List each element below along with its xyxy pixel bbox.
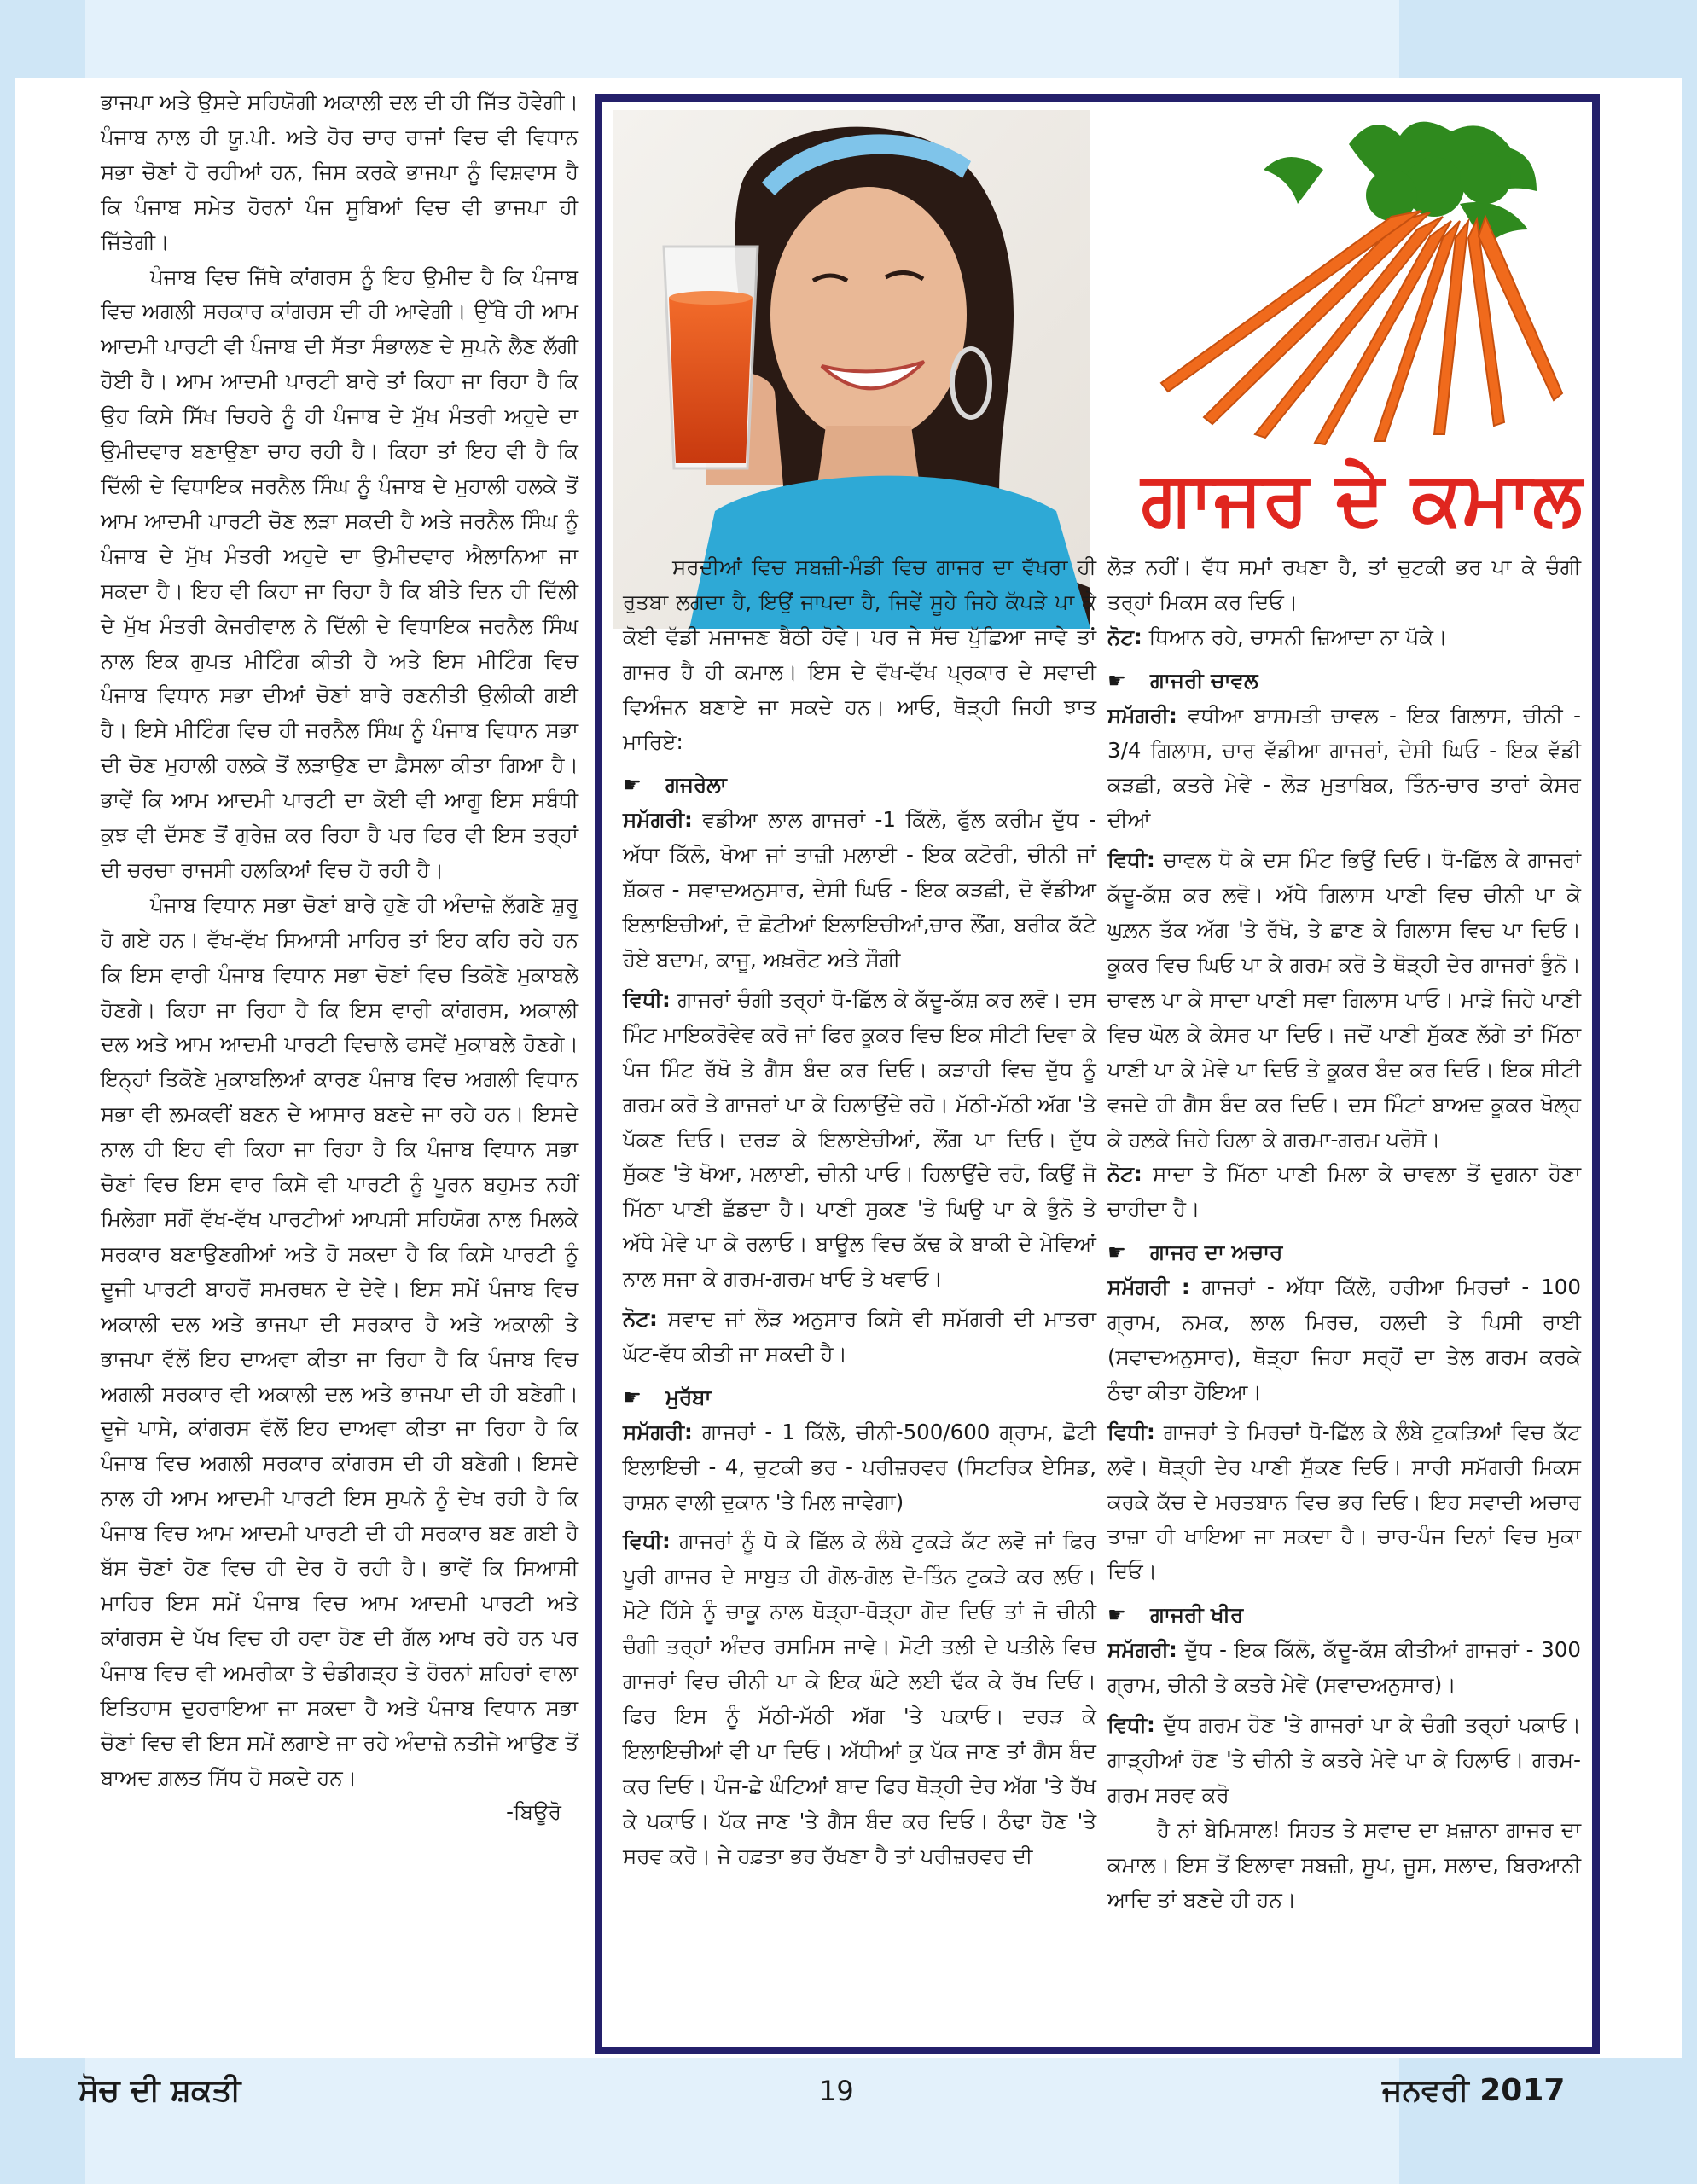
recipe-heading: ☛ ਗਾਜਰੀ ਚਾਵਲ: [1107, 664, 1581, 699]
article-paragraph: ਭਾਜਪਾ ਅਤੇ ਉਸਦੇ ਸਹਿਯੋਗੀ ਅਕਾਲੀ ਦਲ ਦੀ ਹੀ ਜਿੱਤ ਹੋਵੇਗੀ। ਪੰਜਾਬ ਨਾਲ ਹੀ ਯੂ.ਪੀ. ਅਤੇ ਹੋਰ ਚਾਰ ਰਾਜਾਂ ਵਿਚ ਵੀ ਵਿਧਾਨ ਸਭਾ ਚੋਣਾਂ ਹੋ ਰਹੀਆਂ ਹਨ, ਜਿਸ ਕਰਕੇ ਭਾਜਪਾ ਨੂੰ ਵਿਸ਼ਵਾਸ ਹੈ ਕਿ ਪੰਜਾਬ ਸਮੇਤ ਹੋਰਨਾਂ ਪੰਜ ਸੂਬਿਆਂ ਵਿਚ ਵੀ ਭਾਜਪਾ ਹੀ ਜਿੱਤੇਗੀ।: [101, 90, 578, 254]
magazine-name: ਸੋਚ ਦੀ ਸ਼ਕਤੀ: [78, 2073, 241, 2108]
pointing-hand-icon: ☛: [1107, 1602, 1126, 1628]
recipe-method: ਵਿਧੀ: ਚਾਵਲ ਧੋ ਕੇ ਦਸ ਮਿੰਟ ਭਿਉਂ ਦਿਓ। ਧੋ-ਛਿੱਲ ਕੇ ਗਾਜਰਾਂ ਕੱਦੂ-ਕੱਸ਼ ਕਰ ਲਵੋ। ਅੱਧੇ ਗਿਲਾਸ ਪਾਣੀ ਵਿਚ ਚੀਨੀ ਪਾ ਕੇ ਘੁਲ਼ਨ ਤੱਕ ਅੱਗ 'ਤੇ ਰੱਖੋ, ਤੇ ਛਾਣ ਕੇ ਗਿਲਾਸ ਵਿਚ ਪਾ ਦਿਓ। ਕੂਕਰ ਵਿਚ ਘਿਓ ਪਾ ਕੇ ਗਰਮ ਕਰੋ ਤੇ ਥੋੜ੍ਹੀ ਦੇਰ ਗਾਜਰਾਂ ਭੁੰਨੋ। ਚਾਵਲ ਪਾ ਕੇ ਸਾਦਾ ਪਾਣੀ ਸਵਾ ਗਿਲਾਸ ਪਾਓ। ਮਾੜੇ ਜਿਹੇ ਪਾਣੀ ਵਿਚ ਘੋਲ ਕੇ ਕੇਸਰ ਪਾ ਦਿਓ। ਜਦੋਂ ਪਾਣੀ ਸੁੱਕਣ ਲੱਗੇ ਤਾਂ ਮਿੱਠਾ ਪਾਣੀ ਪਾ ਕੇ ਮੇਵੇ ਪਾ ਦਿਓ ਤੇ ਕੂਕਰ ਬੰਦ ਕਰ ਦਿਓ। ਇਕ ਸੀਟੀ ਵਜਦੇ ਹੀ ਗੈਸ ਬੰਦ ਕਰ ਦਿਓ। ਦਸ ਮਿੰਟਾਂ ਬਾਅਦ ਕੂਕਰ ਖੋਲ੍ਹ ਕੇ ਹਲਕੇ ਜਿਹੇ ਹਿਲਾ ਕੇ ਗਰਮਾ-ਗਰਮ ਪਰੋਸੋ।: [1107, 847, 1581, 1152]
recipe-ingredients: ਸਮੱਗਰੀ : ਗਾਜਰਾਂ - ਅੱਧਾ ਕਿੱਲੋ, ਹਰੀਆ ਮਿਰਚਾਂ - 100 ਗ੍ਰਾਮ, ਨਮਕ, ਲਾਲ ਮਿਰਚ, ਹਲਦੀ ਤੇ ਪਿਸੀ ਰਾਈ (ਸਵਾਦਅਨੁਸਾਰ), ਥੋੜ੍ਹਾ ਜਿਹਾ ਸਰ੍ਹੋਂ ਦਾ ਤੇਲ ਗਰਮ ਕਰਕੇ ਠੰਢਾ ਕੀਤਾ ਹੋਇਆ।: [1107, 1275, 1581, 1404]
byline: -ਬਿਊਰੋ: [506, 1799, 561, 1825]
recipe-ingredients: ਸਮੱਗਰੀ: ਦੁੱਧ - ਇਕ ਕਿੱਲੋ, ਕੱਦੂ-ਕੱਸ਼ ਕੀਤੀਆਂ ਗਾਜਰਾਂ - 300 ਗ੍ਰਾਮ, ਚੀਨੀ ਤੇ ਕਤਰੇ ਮੇਵੇ (ਸਵਾਦਅਨੁਸਾਰ)।: [1107, 1637, 1581, 1698]
pointing-hand-icon: ☛: [623, 1384, 642, 1409]
article-paragraph: ਪੰਜਾਬ ਵਿਚ ਜਿੱਥੇ ਕਾਂਗਰਸ ਨੂੰ ਇਹ ਉਮੀਦ ਹੈ ਕਿ ਪੰਜਾਬ ਵਿਚ ਅਗਲੀ ਸਰਕਾਰ ਕਾਂਗਰਸ ਦੀ ਹੀ ਆਵੇਗੀ। ਉੱਥੇ ਹੀ ਆਮ ਆਦਮੀ ਪਾਰਟੀ ਵੀ ਪੰਜਾਬ ਦੀ ਸੱਤਾ ਸੰਭਾਲਣ ਦੇ ਸੁਪਨੇ ਲੈਣ ਲੱਗੀ ਹੋਈ ਹੈ। ਆਮ ਆਦਮੀ ਪਾਰਟੀ ਬਾਰੇ ਤਾਂ ਕਿਹਾ ਜਾ ਰਿਹਾ ਹੈ ਕਿ ਉਹ ਕਿਸੇ ਸਿੱਖ ਚਿਹਰੇ ਨੂੰ ਹੀ ਪੰਜਾਬ ਦੇ ਮੁੱਖ ਮੰਤਰੀ ਅਹੁਦੇ ਦਾ ਉਮੀਦਵਾਰ ਬਣਾਉਣਾ ਚਾਹ ਰਹੀ ਹੈ। ਕਿਹਾ ਤਾਂ ਇਹ ਵੀ ਹੈ ਕਿ ਦਿੱਲੀ ਦੇ ਵਿਧਾਇਕ ਜਰਨੈਲ ਸਿੰਘ ਨੂੰ ਪੰਜਾਬ ਦੇ ਮੁਹਾਲੀ ਹਲਕੇ ਤੋਂ ਆਮ ਆਦਮੀ ਪਾਰਟੀ ਚੋਣ ਲੜਾ ਸਕਦੀ ਹੈ ਅਤੇ ਜਰਨੈਲ ਸਿੰਘ ਨੂੰ ਪੰਜਾਬ ਦੇ ਮੁੱਖ ਮੰਤਰੀ ਅਹੁਦੇ ਦਾ ਉਮੀਦਵਾਰ ਐਲਾਨਿਆ ਜਾ ਸਕਦਾ ਹੈ। ਇਹ ਵੀ ਕਿਹਾ ਜਾ ਰਿਹਾ ਹੈ ਕਿ ਬੀਤੇ ਦਿਨ ਹੀ ਦਿੱਲੀ ਦੇ ਮੁੱਖ ਮੰਤਰੀ ਕੇਜਰੀਵਾਲ ਨੇ ਦਿੱਲੀ ਦੇ ਵਿਧਾਇਕ ਜਰਨੈਲ ਸਿੰਘ ਨਾਲ ਇਕ ਗੁਪਤ ਮੀਟਿੰਗ ਕੀਤੀ ਹੈ ਅਤੇ ਇਸ ਮੀਟਿੰਗ ਵਿਚ ਪੰਜਾਬ ਵਿਧਾਨ ਸਭਾ ਦੀਆਂ ਚੋਣਾਂ ਬਾਰੇ ਰਣਨੀਤੀ ਉਲੀਕੀ ਗਈ ਹੈ। ਇਸੇ ਮੀਟਿੰਗ ਵਿਚ ਹੀ ਜਰਨੈਲ ਸਿੰਘ ਨੂੰ ਪੰਜਾਬ ਵਿਧਾਨ ਸਭਾ ਦੀ ਚੋਣ ਮੁਹਾਲੀ ਹਲਕੇ ਤੋਂ ਲੜਾਉਣ ਦਾ ਫ਼ੈਸਲਾ ਕੀਤਾ ਗਿਆ ਹੈ। ਭਾਵੇਂ ਕਿ ਆਮ ਆਦਮੀ ਪਾਰਟੀ ਦਾ ਕੋਈ ਵੀ ਆਗੂ ਇਸ ਸਬੰਧੀ ਕੁਝ ਵੀ ਦੱਸਣ ਤੋਂ ਗੁਰੇਜ਼ ਕਰ ਰਿਹਾ ਹੈ ਪਰ ਫਿਰ ਵੀ ਇਸ ਤਰ੍ਹਾਂ ਦੀ ਚਰਚਾ ਰਾਜਸੀ ਹਲਕਿਆਂ ਵਿਚ ਹੋ ਰਹੀ ਹੈ।: [101, 264, 578, 882]
recipe-ingredients: ਸਮੱਗਰੀ: ਵਧੀਆ ਬਾਸਮਤੀ ਚਾਵਲ - ਇਕ ਗਿਲਾਸ, ਚੀਨੀ - 3/4 ਗਿਲਾਸ, ਚਾਰ ਵੱਡੀਆ ਗਾਜਰਾਂ, ਦੇਸੀ ਘਿਓ - ਇਕ ਵੱਡੀ ਕੜਛੀ, ਕਤਰੇ ਮੇਵੇ - ਲੋੜ ਮੁਤਾਬਿਕ, ਤਿੰਨ-ਚਾਰ ਤਾਰਾਂ ਕੇਸਰ ਦੀਆਂ: [1107, 702, 1581, 833]
right-margin-band: [1682, 78, 1697, 2058]
recipe-method: ਵਿਧੀ: ਗਾਜਰਾਂ ਤੇ ਮਿਰਚਾਂ ਧੋ-ਛਿੱਲ ਕੇ ਲੰਬੇ ਟੁਕੜਿਆਂ ਵਿਚ ਕੱਟ ਲਵੋ। ਥੋੜ੍ਹੀ ਦੇਰ ਪਾਣੀ ਸੁੱਕਣ ਦਿਓ। ਸਾਰੀ ਸਮੱਗਰੀ ਮਿਕਸ ਕਰਕੇ ਕੱਚ ਦੇ ਮਰਤਬਾਨ ਵਿਚ ਭਰ ਦਿਓ। ਇਹ ਸਵਾਦੀ ਅਚਾਰ ਤਾਜ਼ਾ ਹੀ ਖਾਇਆ ਜਾ ਸਕਦਾ ਹੈ। ਚਾਰ-ਪੰਜ ਦਿਨਾਂ ਵਿਚ ਮੁਕਾ ਦਿਓ।: [1107, 1419, 1581, 1584]
page-number: 19: [819, 2075, 854, 2107]
left-article: [101, 85, 578, 1830]
recipe-method: ਵਿਧੀ: ਗਾਜਰਾਂ ਚੰਗੀ ਤਰ੍ਹਾਂ ਧੋ-ਛਿੱਲ ਕੇ ਕੱਦੂ-ਕੱਸ਼ ਕਰ ਲਵੋ। ਦਸ ਮਿੰਟ ਮਾਇਕਰੋਵੇਵ ਕਰੋ ਜਾਂ ਫਿਰ ਕੂਕਰ ਵਿਚ ਇਕ ਸੀਟੀ ਦਿਵਾ ਕੇ ਪੰਜ ਮਿੰਟ ਰੱਖੋ ਤੇ ਗੈਸ ਬੰਦ ਕਰ ਦਿਓ। ਕੜਾਹੀ ਵਿਚ ਦੁੱਧ ਨੂੰ ਗਰਮ ਕਰੋ ਤੇ ਗਾਜਰਾਂ ਪਾ ਕੇ ਹਿਲਾਉਂਦੇ ਰਹੋ। ਮੱਠੀ-ਮੱਠੀ ਅੱਗ 'ਤੇ ਪੱਕਣ ਦਿਓ। ਦਰੜ ਕੇ ਇਲਾਏਚੀਆਂ, ਲੌਂਗ ਪਾ ਦਿਓ। ਦੁੱਧ ਸੁੱਕਣ 'ਤੇ ਖੋਆ, ਮਲਾਈ, ਚੀਨੀ ਪਾਓ। ਹਿਲਾਉਂਦੇ ਰਹੋ, ਕਿਉਂ ਜੋ ਮਿੱਠਾ ਪਾਣੀ ਛੱਡਦਾ ਹੈ। ਪਾਣੀ ਸੁਕਣ 'ਤੇ ਘਿਉ ਪਾ ਕੇ ਭੁੰਨੋ ਤੇ ਅੱਧੇ ਮੇਵੇ ਪਾ ਕੇ ਰਲਾਓ। ਬਾਊਲ ਵਿਚ ਕੱਢ ਕੇ ਬਾਕੀ ਦੇ ਮੇਵਿਆਂ ਨਾਲ ਸਜਾ ਕੇ ਗਰਮ-ਗਰਮ ਖਾਓ ਤੇ ਖਵਾਓ।: [623, 986, 1096, 1292]
closing-paragraph: ਹੈ ਨਾਂ ਬੇਮਿਸਾਲ! ਸਿਹਤ ਤੇ ਸਵਾਦ ਦਾ ਖ਼ਜ਼ਾਨਾ ਗਾਜਰ ਦਾ ਕਮਾਲ। ਇਸ ਤੋਂ ਇਲਾਵਾ ਸਬਜ਼ੀ, ਸੂਪ, ਜੂਸ, ਸਲਾਦ, ਬਿਰਆਨੀ ਆਦਿ ਤਾਂ ਬਣਦੇ ਹੀ ਹਨ।: [1107, 1816, 1581, 1912]
recipe-heading: ☛ ਗਾਜਰੀ ਖੀਰ: [1107, 1598, 1581, 1633]
recipe-method: ਵਿਧੀ: ਦੁੱਧ ਗਰਮ ਹੋਣ 'ਤੇ ਗਾਜਰਾਂ ਪਾ ਕੇ ਚੰਗੀ ਤਰ੍ਹਾਂ ਪਕਾਓ। ਗਾੜ੍ਹੀਆਂ ਹੋਣ 'ਤੇ ਚੀਨੀ ਤੇ ਕਤਰੇ ਮੇਵੇ ਪਾ ਕੇ ਹਿਲਾਓ। ਗਰਮ-ਗਰਮ ਸਰਵ ਕਰੋ: [1107, 1712, 1581, 1807]
recipe-heading: ☛ ਗਜਰੇਲਾ: [623, 768, 1096, 803]
article-paragraph: ਪੰਜਾਬ ਵਿਧਾਨ ਸਭਾ ਚੋਣਾਂ ਬਾਰੇ ਹੁਣੇ ਹੀ ਅੰਦਾਜ਼ੇ ਲੱਗਣੇ ਸ਼ੁਰੂ ਹੋ ਗਏ ਹਨ। ਵੱਖ-ਵੱਖ ਸਿਆਸੀ ਮਾਹਿਰ ਤਾਂ ਇਹ ਕਹਿ ਰਹੇ ਹਨ ਕਿ ਇਸ ਵਾਰੀ ਪੰਜਾਬ ਵਿਧਾਨ ਸਭਾ ਚੋਣਾਂ ਵਿਚ ਤਿਕੋਣੇ ਮੁਕਾਬਲੇ ਹੋਣਗੇ। ਕਿਹਾ ਜਾ ਰਿਹਾ ਹੈ ਕਿ ਇਸ ਵਾਰੀ ਕਾਂਗਰਸ, ਅਕਾਲੀ ਦਲ ਅਤੇ ਆਮ ਆਦਮੀ ਪਾਰਟੀ ਵਿਚਾਲੇ ਫਸਵੇਂ ਮੁਕਾਬਲੇ ਹੋਣਗੇ। ਇਨ੍ਹਾਂ ਤਿਕੋਣੇ ਮੁਕਾਬਲਿਆਂ ਕਾਰਣ ਪੰਜਾਬ ਵਿਚ ਅਗਲੀ ਵਿਧਾਨ ਸਭਾ ਵੀ ਲਮਕਵੀਂ ਬਣਨ ਦੇ ਆਸਾਰ ਬਣਦੇ ਜਾ ਰਹੇ ਹਨ। ਇਸਦੇ ਨਾਲ ਹੀ ਇਹ ਵੀ ਕਿਹਾ ਜਾ ਰਿਹਾ ਹੈ ਕਿ ਪੰਜਾਬ ਵਿਧਾਨ ਸਭਾ ਚੋਣਾਂ ਵਿਚ ਇਸ ਵਾਰ ਕਿਸੇ ਵੀ ਪਾਰਟੀ ਨੂੰ ਪੂਰਨ ਬਹੁਮਤ ਨਹੀਂ ਮਿਲੇਗਾ ਸਗੋਂ ਵੱਖ-ਵੱਖ ਪਾਰਟੀਆਂ ਆਪਸੀ ਸਹਿਯੋਗ ਨਾਲ ਮਿਲਕੇ ਸਰਕਾਰ ਬਣਾਉਣਗੀਆਂ ਅਤੇ ਹੋ ਸਕਦਾ ਹੈ ਕਿ ਕਿਸੇ ਪਾਰਟੀ ਨੂੰ ਦੂਜੀ ਪਾਰਟੀ ਬਾਹਰੋਂ ਸਮਰਥਨ ਦੇ ਦੇਵੇ। ਇਸ ਸਮੇਂ ਪੰਜਾਬ ਵਿਚ ਅਕਾਲੀ ਦਲ ਅਤੇ ਭਾਜਪਾ ਦੀ ਸਰਕਾਰ ਹੈ ਅਤੇ ਅਕਾਲੀ ਤੇ ਭਾਜਪਾ ਵੱਲੋਂ ਇਹ ਦਾਅਵਾ ਕੀਤਾ ਜਾ ਰਿਹਾ ਹੈ ਕਿ ਪੰਜਾਬ ਵਿਚ ਅਗਲੀ ਸਰਕਾਰ ਵੀ ਅਕਾਲੀ ਦਲ ਅਤੇ ਭਾਜਪਾ ਦੀ ਹੀ ਬਣੇਗੀ। ਦੂਜੇ ਪਾਸੇ, ਕਾਂਗਰਸ ਵੱਲੋਂ ਇਹ ਦਾਅਵਾ ਕੀਤਾ ਜਾ ਰਿਹਾ ਹੈ ਕਿ ਪੰਜਾਬ ਵਿਚ ਅਗਲੀ ਸਰਕਾਰ ਕਾਂਗਰਸ ਦੀ ਹੀ ਬਣੇਗੀ। ਇਸਦੇ ਨਾਲ ਹੀ ਆਮ ਆਦਮੀ ਪਾਰਟੀ ਇਸ ਸੁਪਨੇ ਨੂੰ ਦੇਖ ਰਹੀ ਹੈ ਕਿ ਪੰਜਾਬ ਵਿਚ ਆਮ ਆਦਮੀ ਪਾਰਟੀ ਦੀ ਹੀ ਸਰਕਾਰ ਬਣ ਗਈ ਹੈ ਬੱਸ ਚੋਣਾਂ ਹੋਣ ਵਿਚ ਹੀ ਦੇਰ ਹੋ ਰਹੀ ਹੈ। ਭਾਵੇਂ ਕਿ ਸਿਆਸੀ ਮਾਹਿਰ ਇਸ ਸਮੇਂ ਪੰਜਾਬ ਵਿਚ ਆਮ ਆਦਮੀ ਪਾਰਟੀ ਅਤੇ ਕਾਂਗਰਸ ਦੇ ਪੱਖ ਵਿਚ ਹੀ ਹਵਾ ਹੋਣ ਦੀ ਗੱਲ ਆਖ ਰਹੇ ਹਨ ਪਰ ਪੰਜਾਬ ਵਿਚ ਵੀ ਅਮਰੀਕਾ ਤੇ ਚੰਡੀਗੜ੍ਹ ਤੇ ਹੋਰਨਾਂ ਸ਼ਹਿਰਾਂ ਵਾਲਾ ਇਤਿਹਾਸ ਦੁਹਰਾਇਆ ਜਾ ਸਕਦਾ ਹੈ ਅਤੇ ਪੰਜਾਬ ਵਿਧਾਨ ਸਭਾ ਚੋਣਾਂ ਵਿਚ ਵੀ ਇਸ ਸਮੇਂ ਲਗਾਏ ਜਾ ਰਹੇ ਅੰਦਾਜ਼ੇ ਨਤੀਜੇ ਆਉਣ ਤੋਂ ਬਾਅਦ ਗ਼ਲਤ ਸਿੱਧ ਹੋ ਸਕਦੇ ਹਨ।: [101, 892, 578, 1790]
continuation-text: ਲੋੜ ਨਹੀਂ। ਵੱਧ ਸਮਾਂ ਰਖਣਾ ਹੈ, ਤਾਂ ਚੁਟਕੀ ਭਰ ਪਾ ਕੇ ਚੰਗੀ ਤਰ੍ਹਾਂ ਮਿਕਸ ਕਰ ਦਿਓ।: [1107, 555, 1581, 614]
top-band: [0, 0, 1697, 78]
pointing-hand-icon: ☛: [1107, 1240, 1126, 1265]
recipe-heading: ☛ ਗਾਜਰ ਦਾ ਅਚਾਰ: [1107, 1235, 1581, 1270]
recipe-note: ਨੋਟ: ਸਵਾਦ ਜਾਂ ਲੋੜ ਅਨੁਸਾਰ ਕਿਸੇ ਵੀ ਸਮੱਗਰੀ ਦੀ ਮਾਤਰਾ ਘੱਟ-ਵੱਧ ਕੀਤੀ ਜਾ ਸਕਦੀ ਹੈ।: [623, 1306, 1096, 1366]
recipe-ingredients: ਸਮੱਗਰੀ: ਵਡੀਆ ਲਾਲ ਗਾਜਰਾਂ -1 ਕਿੱਲੋ, ਫੁੱਲ ਕਰੀਮ ਦੁੱਧ - ਅੱਧਾ ਕਿੱਲੋ, ਖੋਆ ਜਾਂ ਤਾਜ਼ੀ ਮਲਾਈ - ਇਕ ਕਟੋਰੀ, ਚੀਨੀ ਜਾਂ ਸ਼ੱਕਰ - ਸਵਾਦਅਨੁਸਾਰ, ਦੇਸੀ ਘਿਓ - ਇਕ ਕੜਛੀ, ਦੋ ਵੱਡੀਆ ਇਲਾਇਚੀਆਂ, ਦੋ ਛੋਟੀਆਂ ਇਲਾਇਚੀਆਂ,ਚਾਰ ਲੌਂਗ, ਬਰੀਕ ਕੱਟੇ ਹੋਏ ਬਦਾਮ, ਕਾਜੂ, ਅਖ਼ਰੋਟ ਅਤੇ ਸੌਗੀ: [623, 807, 1096, 972]
carrots-bunch-image: [1093, 110, 1579, 451]
pointing-hand-icon: ☛: [1107, 667, 1126, 693]
recipe-ingredients: ਸਮੱਗਰੀ: ਗਾਜਰਾਂ - 1 ਕਿੱਲੋ, ਚੀਨੀ-500/600 ਗ੍ਰਾਮ, ਛੋਟੀ ਇਲਾਇਚੀ - 4, ਚੁਟਕੀ ਭਰ - ਪਰੀਜ਼ਰਵਰ (ਸਿਟਰਿਕ ਏਸਿਡ, ਰਾਸ਼ਨ ਵਾਲੀ ਦੁਕਾਨ 'ਤੇ ਮਿਲ ਜਾਵੇਗਾ): [623, 1419, 1096, 1514]
carrot-article-column-2: [1107, 550, 1581, 1917]
left-margin-band: [0, 78, 15, 2058]
carrot-article-column-1: [623, 550, 1096, 1874]
pointing-hand-icon: ☛: [623, 772, 642, 798]
recipe-note: ਨੋਟ: ਧਿਆਨ ਰਹੇ, ਚਾਸਨੀ ਜ਼ਿਆਦਾ ਨਾ ਪੱਕੇ।: [1107, 624, 1448, 649]
issue-date: ਜਨਵਰੀ 2017: [1382, 2073, 1566, 2108]
recipe-method: ਵਿਧੀ: ਗਾਜਰਾਂ ਨੂੰ ਧੋ ਕੇ ਛਿੱਲ ਕੇ ਲੰਬੇ ਟੁਕੜੇ ਕੱਟ ਲਵੋ ਜਾਂ ਫਿਰ ਪੂਰੀ ਗਾਜਰ ਦੇ ਸਾਬੁਤ ਹੀ ਗੋਲ-ਗੋਲ ਦੋ-ਤਿੰਨ ਟੁਕੜੇ ਕਰ ਲਓ। ਮੋਟੇ ਹਿੱਸੇ ਨੂੰ ਚਾਕੂ ਨਾਲ ਥੋੜ੍ਹਾ-ਥੋੜ੍ਹਾ ਗੋਦ ਦਿਓ ਤਾਂ ਜੋ ਚੀਨੀ ਚੰਗੀ ਤਰ੍ਹਾਂ ਅੰਦਰ ਰਸਮਿਸ ਜਾਵੇ। ਮੋਟੀ ਤਲੀ ਦੇ ਪਤੀਲੇ ਵਿਚ ਗਾਜਰਾਂ ਵਿਚ ਚੀਨੀ ਪਾ ਕੇ ਇਕ ਘੰਟੇ ਲਈ ਢੱਕ ਕੇ ਰੱਖ ਦਿਓ। ਫਿਰ ਇਸ ਨੂੰ ਮੱਠੀ-ਮੱਠੀ ਅੱਗ 'ਤੇ ਪਕਾਓ। ਦਰੜ ਕੇ ਇਲਾਇਚੀਆਂ ਵੀ ਪਾ ਦਿਓ। ਅੱਧੀਆਂ ਕੁ ਪੱਕ ਜਾਣ ਤਾਂ ਗੈਸ ਬੰਦ ਕਰ ਦਿਓ। ਪੰਜ-ਛੇ ਘੰਟਿਆਂ ਬਾਦ ਫਿਰ ਥੋੜ੍ਹੀ ਦੇਰ ਅੱਗ 'ਤੇ ਰੱਖ ਕੇ ਪਕਾਓ। ਪੱਕ ਜਾਣ 'ਤੇ ਗੈਸ ਬੰਦ ਕਰ ਦਿਓ। ਠੰਢਾ ਹੋਣ 'ਤੇ ਸਰਵ ਕਰੋ। ਜੇ ਹਫ਼ਤਾ ਭਰ ਰੱਖਣਾ ਹੈ ਤਾਂ ਪਰੀਜ਼ਰਵਰ ਦੀ: [623, 1529, 1097, 1868]
recipe-heading: ☛ ਮੁਰੱਬਾ: [623, 1380, 1096, 1415]
intro-paragraph: ਸਰਦੀਆਂ ਵਿਚ ਸਬਜ਼ੀ-ਮੰਡੀ ਵਿਚ ਗਾਜਰ ਦਾ ਵੱਖਰਾ ਹੀ ਰੁਤਬਾ ਲਗਦਾ ਹੈ, ਇਉਂ ਜਾਪਦਾ ਹੈ, ਜਿਵੇਂ ਸੂਹੇ ਜਿਹੇ ਕੱਪੜੇ ਪਾ ਕੇ ਕੋਈ ਵੱਡੀ ਮਜਾਜਣ ਬੈਠੀ ਹੋਵੇ। ਪਰ ਜੇ ਸੱਚ ਪੁੱਛਿਆ ਜਾਵੇ ਤਾਂ ਗਾਜਰ ਹੈ ਹੀ ਕਮਾਲ। ਇਸ ਦੇ ਵੱਖ-ਵੱਖ ਪ੍ਰਕਾਰ ਦੇ ਸਵਾਦੀ ਵਿਅੰਜਨ ਬਣਾਏ ਜਾ ਸਕਦੇ ਹਨ। ਆਓ, ਥੋੜ੍ਹੀ ਜਿਹੀ ਝਾਤ ਮਾਰਿਏ:: [623, 555, 1096, 754]
page-footer: [0, 2063, 1697, 2124]
recipe-note: ਨੋਟ: ਸਾਦਾ ਤੇ ਮਿੱਠਾ ਪਾਣੀ ਮਿਲਾ ਕੇ ਚਾਵਲਾ ਤੋਂ ਦੁਗਨਾ ਹੋਣਾ ਚਾਹੀਦਾ ਹੈ।: [1107, 1161, 1581, 1222]
feature-title: ਗਾਜਰ ਦੇ ਕਮਾਲ: [1141, 456, 1584, 542]
